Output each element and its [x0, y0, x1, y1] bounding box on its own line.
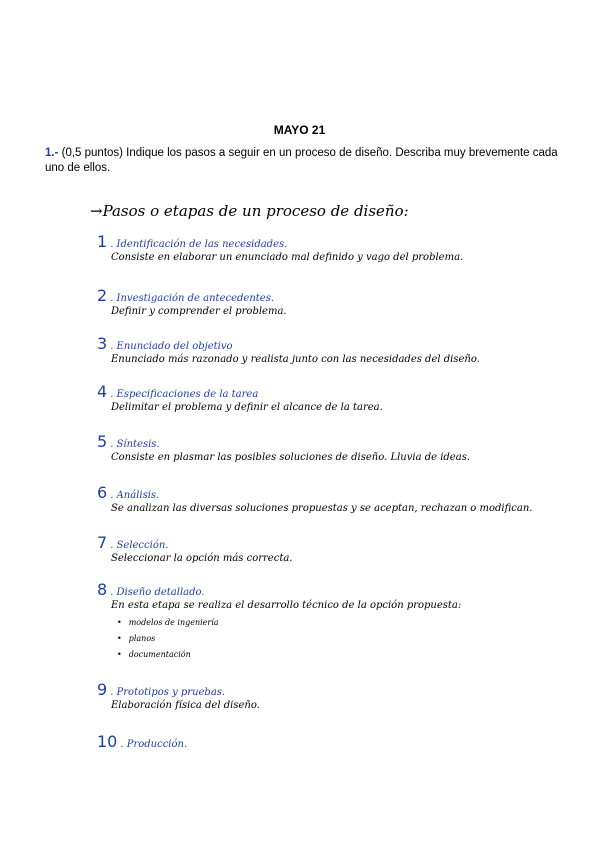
step-3	[97, 334, 537, 365]
step-title	[97, 533, 537, 552]
step-number: 10	[97, 732, 118, 751]
step-description: Enunciado más razonado y realista junto con las necesidades del diseño.	[111, 354, 480, 365]
answer-heading: →Pasos o etapas de un proceso de diseño:	[90, 202, 409, 220]
step-title-text: . Diseño detallado.	[110, 587, 205, 598]
step-title-text: . Identificación de las necesidades.	[110, 239, 288, 250]
step-description: Definir y comprender el problema.	[111, 306, 287, 317]
step-6	[97, 483, 537, 514]
step-number: 7	[97, 533, 108, 552]
step-description: Consiste en plasmar las posibles soluciones de diseño. Lluvia de ideas.	[111, 452, 470, 463]
step-title	[97, 382, 537, 401]
step-number: 5	[97, 432, 108, 451]
step-title-text: . Síntesis.	[110, 439, 160, 450]
step-title	[97, 580, 537, 599]
step-description: Se analizan las diversas soluciones propuestas y se aceptan, rechazan o modifican.	[111, 503, 533, 514]
step-title	[97, 432, 537, 451]
question-text: (0,5 puntos) Indique los pasos a seguir en un proceso de diseño. Describa muy brevemente cada uno de ellos.	[45, 147, 558, 174]
step-description: Consiste en elaborar un enunciado mal definido y vago del problema.	[111, 252, 464, 263]
step-number: 4	[97, 382, 108, 401]
step-4	[97, 382, 537, 413]
step-1	[97, 232, 537, 263]
step-title	[97, 232, 537, 251]
bullet-item: • documentación	[117, 647, 537, 663]
step-title-text: . Prototipos y pruebas.	[110, 687, 226, 698]
page-title: MAYO 21	[273, 123, 326, 137]
step-description: Elaboración física del diseño.	[111, 700, 260, 711]
bullet-item: • modelos de ingeniería	[117, 615, 537, 631]
step-number: 1	[97, 232, 108, 251]
step-number: 9	[97, 680, 108, 699]
step-title	[97, 334, 537, 353]
step-9	[97, 680, 537, 711]
step-title-text: . Enunciado del objetivo	[110, 341, 233, 352]
step-description: Delimitar el problema y definir el alcance de la tarea.	[111, 402, 383, 413]
step-title-text: . Selección.	[110, 540, 169, 551]
step-number: 6	[97, 483, 108, 502]
step-description: Seleccionar la opción más correcta.	[111, 553, 293, 564]
step-title	[97, 732, 537, 751]
question-number: 1.-	[45, 147, 59, 159]
step-title-text: . Análisis.	[110, 490, 160, 501]
step-title	[97, 680, 537, 699]
bullet-item: • planos	[117, 631, 537, 647]
step-title-text: . Investigación de antecedentes.	[110, 293, 275, 304]
step-title	[97, 483, 537, 502]
question-statement	[45, 146, 560, 176]
step-number: 2	[97, 286, 108, 305]
step-5	[97, 432, 537, 463]
step-7	[97, 533, 537, 564]
step-description: En esta etapa se realiza el desarrollo técnico de la opción propuesta:	[111, 600, 462, 611]
step-title-text: . Especificaciones de la tarea	[110, 389, 259, 400]
step-2	[97, 286, 537, 317]
bullet-list	[117, 615, 537, 663]
step-10	[97, 732, 537, 751]
step-number: 8	[97, 580, 108, 599]
step-title-text: . Producción.	[120, 739, 188, 750]
step-title	[97, 286, 537, 305]
step-8	[97, 580, 537, 663]
step-number: 3	[97, 334, 108, 353]
